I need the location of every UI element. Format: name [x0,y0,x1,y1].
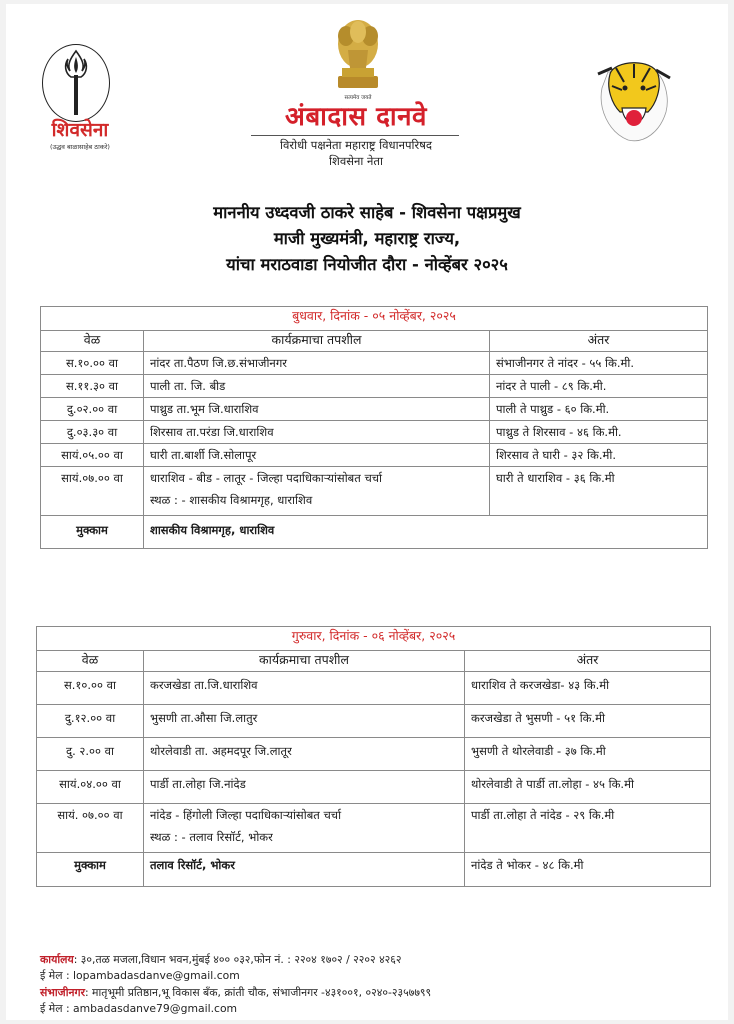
row-details: शिरसाव ता.परंडा जि.धाराशिव [144,421,490,444]
leader-role: शिवसेना नेता [329,154,383,168]
stay-location: तलाव रिसॉर्ट, भोकर [144,853,465,887]
shivsena-logo-text: शिवसेना [51,119,109,141]
row-details: नांदर ता.पैठण जि.छ.संभाजीनगर [144,352,490,375]
row-distance: शिरसाव ते घारी - ३२ कि.मी. [490,444,708,467]
schedule-table-day-1 [40,306,708,549]
table-row [37,705,711,738]
stay-label: मुक्काम [41,516,144,549]
footer-city-address: : मातृभूमी प्रतिष्ठान,भू विकास बँक, क्रांती चौक, संभाजीनगर -४३१००१, ०२४०-२३५७७९९ [84,986,432,999]
row-distance: पाथ्रुड ते शिरसाव - ४६ कि.मी. [490,421,708,444]
row-distance: पाली ते पाथ्रुड - ६० कि.मी. [490,398,708,421]
footer-email-2: ई मेल : ambadasdanve79@gmail.com [40,1002,238,1015]
row-time: सायं.०५.०० वा [41,444,144,467]
row-time: स.१०.०० वा [37,672,144,705]
day-heading: गुरुवार, दिनांक - ०६ नोव्हेंबर, २०२५ [37,627,711,651]
day-heading: बुधवार, दिनांक - ०५ नोव्हेंबर, २०२५ [41,307,708,331]
row-details: थोरलेवाडी ता. अहमदपूर जि.लातूर [144,738,465,771]
table-row [41,352,708,375]
row-details [144,804,465,853]
row-details: पार्डी ता.लोहा जि.नांदेड [144,771,465,804]
table-row [41,467,708,516]
row-details: भुसणी ता.औसा जि.लातुर [144,705,465,738]
row-time: दु.१२.०० वा [37,705,144,738]
footer-office [40,952,720,967]
column-header-details: कार्यक्रमाचा तपशील [144,331,490,352]
row-time: स.११.३० वा [41,375,144,398]
column-header-distance: अंतर [490,331,708,352]
row-distance: पार्डी ता.लोहा ते नांदेड - २९ कि.मी [465,804,711,853]
national-emblem-icon [328,14,388,94]
row-details-line-1: नांदेड - हिंगोली जिल्हा पदाधिकाऱ्यांसोबत चर्चा [150,808,342,822]
table-row [37,804,711,853]
torch-icon [43,45,109,121]
title-line-1: माननीय उध्दवजी ठाकरे साहेब - शिवसेना पक्षप्रमुख [213,203,521,222]
torch-logo-circle [42,44,110,122]
column-header-time: वेळ [41,331,144,352]
stay-label: मुक्काम [37,853,144,887]
title-line-3: यांचा मराठवाडा नियोजीत दौरा - नोव्हेंबर २०२५ [226,255,508,274]
schedule-table-day-2 [36,626,711,887]
row-distance: संभाजीनगर ते नांदर - ५५ कि.मी. [490,352,708,375]
row-details-line-1: धाराशिव - बीड - लातूर - जिल्हा पदाधिकाऱ्यांसोबत चर्चा [150,471,383,485]
emblem-motto: सत्यमेव जयते [344,95,372,101]
stay-row [41,516,708,549]
table-row [41,444,708,467]
row-details: घारी ता.बार्शी जि.सोलापूर [144,444,490,467]
table-row [37,771,711,804]
row-distance: नांदर ते पाली - ८९ कि.मी. [490,375,708,398]
table-row [37,672,711,705]
shivsena-logo-subtext: (उद्धव बाळासाहेब ठाकरे) [50,143,110,151]
stay-row [37,853,711,887]
row-distance: घारी ते धाराशिव - ३६ कि.मी [490,467,708,516]
row-details: करजखेडा ता.जि.धाराशिव [144,672,465,705]
row-distance: थोरलेवाडी ते पार्डी ता.लोहा - ४५ कि.मी [465,771,711,804]
column-header-distance: अंतर [465,651,711,672]
row-time: सायं.०७.०० वा [41,467,144,516]
leader-designation: विरोधी पक्षनेता महाराष्ट्र विधानपरिषद [280,138,432,152]
table-row [41,398,708,421]
table-row [41,421,708,444]
footer-office-address: : ३०,तळ मजला,विधान भवन,मुंबई ४०० ०३२,फोन नं. : २२०४ १७०२ / २२०२ ४२६२ [73,953,402,966]
stay-location: शासकीय विश्रामगृह, धाराशिव [144,516,708,549]
footer-email-1: ई मेल : lopambadasdanve@gmail.com [40,969,240,982]
footer-city-label: संभाजीनगर [40,986,85,999]
row-details-line-2: स्थळ : - तलाव रिसॉर्ट, भोकर [150,830,273,844]
row-time: सायं. ०७.०० वा [37,804,144,853]
row-details: पाथ्रुड ता.भूम जि.धाराशिव [144,398,490,421]
footer-city [40,985,720,1000]
footer-office-label: कार्यालय [40,953,74,966]
row-details [144,467,490,516]
row-time: दु.०२.०० वा [41,398,144,421]
row-time: दु. २.०० वा [37,738,144,771]
row-time: सायं.०४.०० वा [37,771,144,804]
tiger-logo-icon [594,48,674,148]
name-divider [251,135,459,136]
column-header-time: वेळ [37,651,144,672]
column-header-details: कार्यक्रमाचा तपशील [144,651,465,672]
table-row [41,375,708,398]
table-row [37,738,711,771]
letterhead-page [6,4,728,1020]
row-distance: भुसणी ते थोरलेवाडी - ३७ कि.मी [465,738,711,771]
leader-name: अंबादास दानवे [284,102,428,132]
row-distance: करजखेडा ते भुसणी - ५१ कि.मी [465,705,711,738]
row-time: स.१०.०० वा [41,352,144,375]
row-distance: धाराशिव ते करजखेडा- ४३ कि.मी [465,672,711,705]
row-details-line-2: स्थळ : - शासकीय विश्रामगृह, धाराशिव [150,493,313,507]
title-line-2: माजी मुख्यमंत्री, महाराष्ट्र राज्य, [273,229,461,248]
row-time: दु.०३.३० वा [41,421,144,444]
stay-distance: नांदेड ते भोकर - ४८ कि.मी [465,853,711,887]
row-details: पाली ता. जि. बीड [144,375,490,398]
